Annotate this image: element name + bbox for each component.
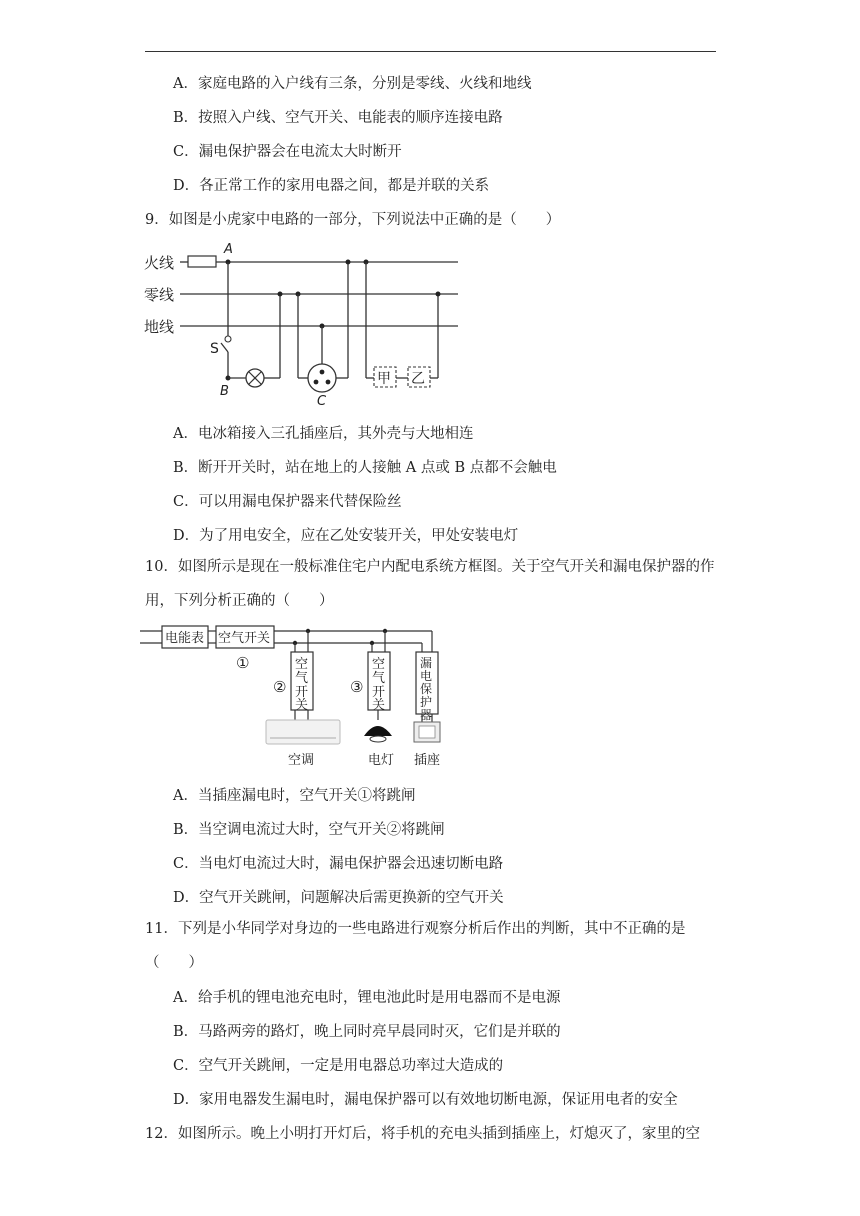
marker-2: ②	[273, 678, 287, 696]
svg-text:气: 气	[372, 671, 386, 686]
marker-3: ③	[350, 678, 364, 696]
main-breaker-label: 空气开关	[218, 631, 271, 646]
svg-text:关: 关	[295, 698, 309, 713]
box-jia-label: 甲	[377, 371, 391, 387]
lamp-icon	[364, 726, 392, 736]
label-neutral-wire: 零线	[144, 286, 175, 304]
ac-label: 空调	[288, 753, 315, 768]
q8-option-a: A．家庭电路的入户线有三条，分别是零线、火线和地线	[173, 76, 532, 92]
q9-option-a: A．电冰箱接入三孔插座后，其外壳与大地相连	[173, 426, 474, 442]
breaker-2-c1: 空	[295, 657, 309, 672]
three-pin-socket-icon	[308, 364, 336, 392]
point-a-label: A	[224, 242, 233, 257]
q11-stem: 11．下列是小华同学对身边的一些电路进行观察分析后作出的判断，其中不正确的是（ ）	[145, 921, 686, 971]
point-c-label: C	[317, 394, 327, 409]
svg-text:关: 关	[372, 698, 386, 713]
svg-text:漏: 漏	[420, 656, 433, 670]
q8-option-d: D．各正常工作的家用电器之间，都是并联的关系	[173, 178, 490, 194]
box-yi-label: 乙	[411, 371, 425, 387]
q8-option-c: C．漏电保护器会在电流太大时断开	[173, 144, 402, 160]
q10-option-c: C．当电灯电流过大时，漏电保护器会迅速切断电路	[173, 856, 504, 872]
q10-distribution-diagram	[140, 622, 460, 772]
svg-text:开: 开	[372, 685, 386, 700]
fuse-icon	[188, 256, 216, 267]
point-b-label: B	[220, 384, 229, 399]
svg-text:气: 气	[295, 671, 309, 686]
switch-s-label: S	[210, 341, 219, 357]
q9-stem: 9．如图是小虎家中电路的一部分，下列说法中正确的是（ ）	[145, 212, 561, 228]
q9-option-c: C．可以用漏电保护器来代替保险丝	[173, 494, 402, 510]
svg-text:电: 电	[420, 669, 433, 683]
q9-circuit-diagram	[140, 240, 470, 410]
socket-label: 插座	[414, 753, 441, 768]
marker-1: ①	[236, 654, 250, 672]
q11-option-a: A．给手机的锂电池充电时，锂电池此时是用电器而不是电源	[173, 990, 561, 1006]
q9-option-d: D．为了用电安全，应在乙处安装开关，甲处安装电灯	[173, 528, 519, 544]
header-rule	[145, 51, 716, 52]
lamp-label: 电灯	[368, 753, 395, 768]
svg-text:保: 保	[420, 682, 433, 696]
q11-option-b: B．马路两旁的路灯，晚上同时亮早晨同时灭，它们是并联的	[173, 1024, 561, 1040]
q8-option-b: B．按照入户线、空气开关、电能表的顺序连接电路	[173, 110, 503, 126]
label-ground-wire: 地线	[144, 318, 175, 336]
switch-s-icon	[225, 336, 231, 342]
q11-option-c: C．空气开关跳闸，一定是用电器总功率过大造成的	[173, 1058, 504, 1074]
air-conditioner-icon	[266, 720, 340, 744]
svg-text:空: 空	[372, 657, 386, 672]
svg-text:护: 护	[420, 695, 433, 709]
svg-text:器: 器	[420, 708, 433, 722]
q10-stem: 10．如图所示是现在一般标准住宅户内配电系统方框图。关于空气开关和漏电保护器的作用，下列分析正确的（ ）	[145, 559, 715, 609]
q10-option-b: B．当空调电流过大时，空气开关②将跳闸	[173, 822, 445, 838]
q9-option-b: B．断开开关时，站在地上的人接触 A 点或 B 点都不会触电	[173, 460, 557, 476]
label-live-wire: 火线	[144, 254, 175, 272]
q10-option-d: D．空气开关跳闸，问题解决后需更换新的空气开关	[173, 890, 504, 906]
q11-option-d: D．家用电器发生漏电时，漏电保护器可以有效地切断电源，保证用电者的安全	[173, 1092, 678, 1108]
q12-stem: 12．如图所示。晚上小明打开灯后，将手机的充电头插到插座上，灯熄灭了，家里的空	[145, 1126, 700, 1142]
meter-label: 电能表	[165, 631, 205, 646]
svg-text:开: 开	[295, 685, 309, 700]
q10-option-a: A．当插座漏电时，空气开关①将跳闸	[173, 788, 416, 804]
